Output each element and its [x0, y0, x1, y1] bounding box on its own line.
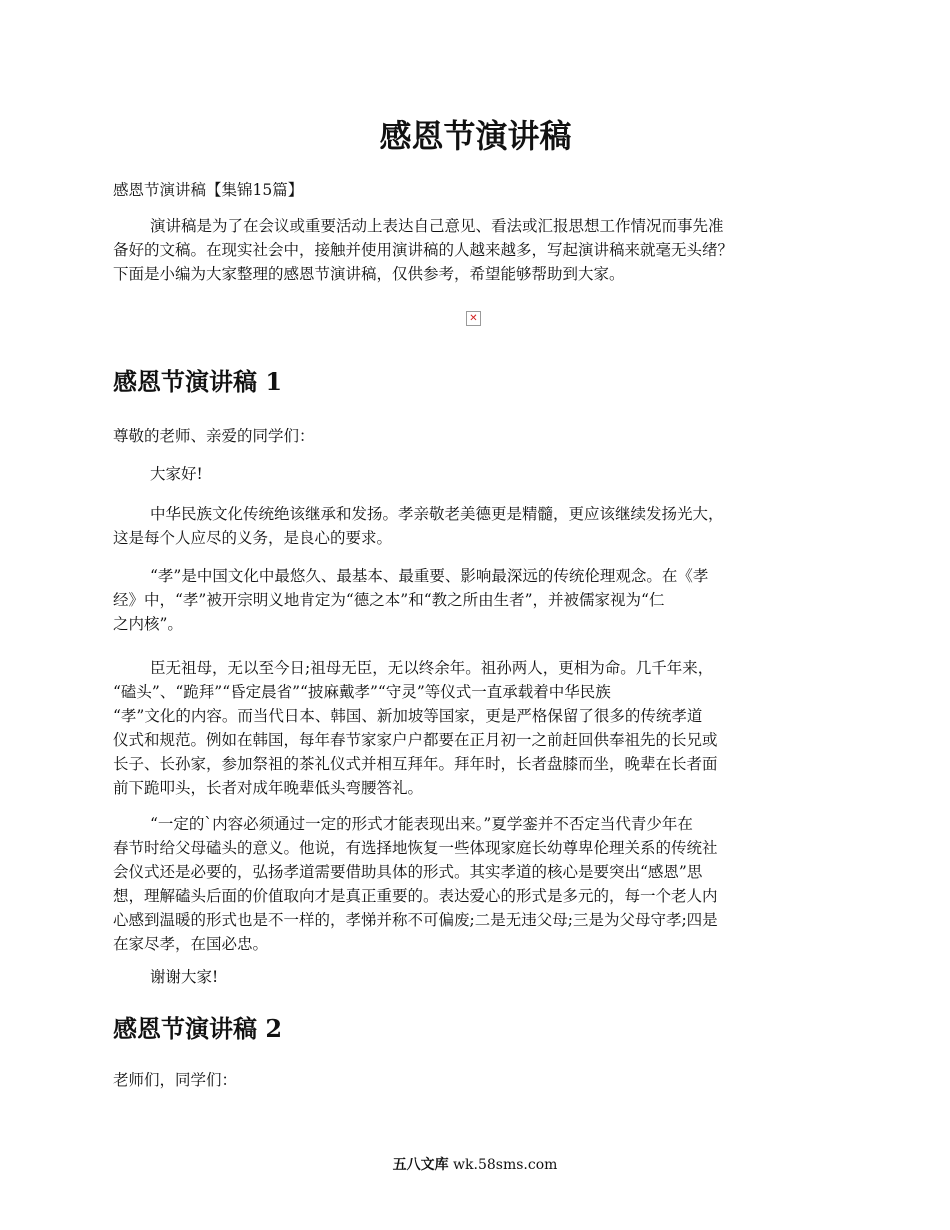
paragraph-line: 会仪式还是必要的，弘扬孝道需要借助具体的形式。其实孝道的核心是要突出“感恩”思 [113, 863, 703, 881]
salutation [113, 424, 853, 448]
paragraph-line: “孝”文化的内容。而当代日本、韩国、新加坡等国家，更是严格保留了很多的传统孝道 [113, 707, 703, 725]
footer-brand: 五八文库 [392, 1157, 449, 1173]
greeting [113, 462, 853, 486]
document-subtitle: 感恩节演讲稿【集锦15篇】 [113, 181, 304, 199]
salutation-text: 尊敬的老师、亲爱的同学们： [113, 427, 315, 445]
salutation-text: 老师们，同学们： [113, 1071, 238, 1089]
paragraph-line: 这是每个人应尽的义务，是良心的要求。 [113, 529, 393, 547]
broken-image-icon [466, 311, 481, 326]
paragraph-line: 经》中，“孝”被开宗明义地肯定为“德之本”和“教之所由生者”，并被儒家视为“仁 [113, 591, 665, 609]
section-heading-2: 感恩节演讲稿 2 [113, 1014, 283, 1043]
intro-paragraph [113, 214, 853, 286]
greeting-text: 大家好! [150, 465, 203, 483]
paragraph-line: 长子、长孙家，参加祭祖的茶礼仪式并相互拜年。拜年时，长者盘膝而坐，晚辈在长者面 [113, 755, 718, 773]
paragraph-line: 想，理解磕头后面的价值取向才是真正重要的。表达爱心的形式是多元的，每一个老人内 [113, 887, 718, 905]
document-title: 感恩节演讲稿 [379, 117, 572, 155]
body-paragraph-4 [113, 812, 853, 956]
paragraph-line: 之内核”。 [113, 615, 183, 633]
paragraph-line: “磕头”、“跪拜”“昏定晨省”“披麻戴孝”“守灵”等仪式一直承载着中华民族 [113, 683, 611, 701]
page-footer [0, 1153, 950, 1177]
intro-line: 下面是小编为大家整理的感恩节演讲稿，仅供参考，希望能够帮助到大家。 [113, 265, 625, 283]
paragraph-line: 仪式和规范。例如在韩国，每年春节家家户户都要在正月初一之前赶回供奉祖先的长兄或 [113, 731, 718, 749]
intro-line: 演讲稿是为了在会议或重要活动上表达自己意见、看法或汇报思想工作情况而事先准 [150, 217, 724, 235]
paragraph-line: 臣无祖母，无以至今日;祖母无臣，无以终余年。祖孙两人，更相为命。几千年来， [150, 659, 714, 677]
paragraph-line: 春节时给父母磕头的意义。他说，有选择地恢复一些体现家庭长幼尊卑伦理关系的传统社 [113, 839, 718, 857]
closing-text: 谢谢大家! [150, 968, 219, 986]
body-paragraph-3 [113, 656, 853, 800]
salutation-2 [113, 1068, 853, 1092]
paragraph-line: 在家尽孝，在国必忠。 [113, 935, 269, 953]
section-heading-1: 感恩节演讲稿 1 [113, 367, 283, 396]
body-paragraph-2 [113, 564, 853, 636]
paragraph-line: 心感到温暖的形式也是不一样的，孝悌并称不可偏废;二是无违父母;三是为父母守孝;四是 [113, 911, 718, 929]
closing [113, 965, 853, 989]
footer-url[interactable]: wk.58sms.com [453, 1157, 558, 1173]
paragraph-line: “一定的`内容必须通过一定的形式才能表现出来。”夏学銮并不否定当代青少年在 [150, 815, 693, 833]
broken-image-x-mark: ✕ [469, 312, 478, 324]
intro-line: 备好的文稿。在现实社会中，接触并使用演讲稿的人越来越多，写起演讲稿来就毫无头绪？ [113, 241, 734, 259]
paragraph-line: “孝”是中国文化中最悠久、最基本、最重要、影响最深远的传统伦理观念。在《孝 [150, 567, 709, 585]
paragraph-line: 中华民族文化传统绝该继承和发扬。孝亲敬老美德更是精髓，更应该继续发扬光大， [150, 505, 724, 523]
paragraph-line: 前下跪叩头，长者对成年晚辈低头弯腰答礼。 [113, 779, 424, 797]
body-paragraph-1 [113, 502, 853, 550]
